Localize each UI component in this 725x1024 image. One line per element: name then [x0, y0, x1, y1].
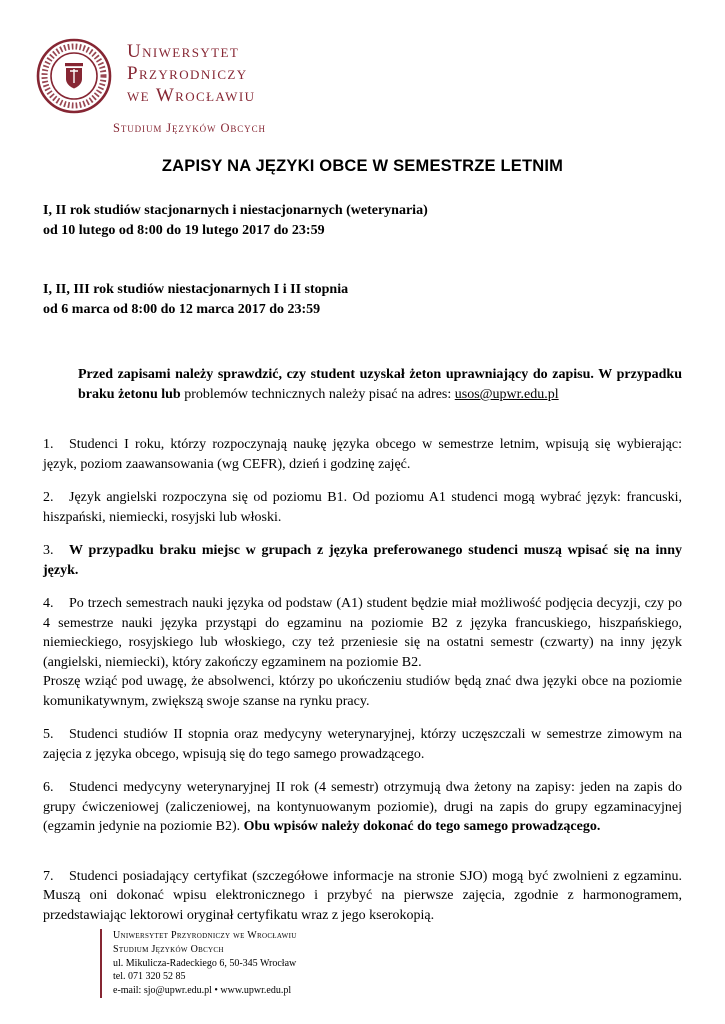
list-item-5-text: Studenci studiów II stopnia oraz medycyny weterynaryjnej, którzy uczęszczali w semestrze zimowym na zajęcia z języka obcego, wpisują się do tego samego prowadzącego.	[43, 727, 682, 762]
list-item-6	[43, 778, 682, 837]
document-header	[43, 38, 682, 136]
list-item-7-text: Studenci posiadający certyfikat (szczegółowe informacje na stronie SJO) mogą być zwolnieni z egzaminu. Muszą oni dokonać wpisu elektronicznego i przybyć na pierwsze zajęcia, zgodnie z harmonogramem, przedstawiając lektorowi oryginał certyfikatu wraz z jego kserokopią.	[43, 868, 682, 923]
token-notice-bold-text: Przed zapisami należy sprawdzić, czy student uzyskał żeton uprawniający do zapisu. W przypadku braku żetonu lub	[78, 367, 682, 402]
list-item-4-text2: Proszę wziąć pod uwagę, że absolwenci, którzy po ukończeniu studiów będą znać dwa języki obce na poziomie komunikatywnym, zwiększą swoje szanse na rynku pracy.	[43, 674, 682, 709]
university-name-line3: we Wrocławiu	[127, 85, 256, 106]
footer-university-name: Uniwersytet Przyrodniczy we Wrocławiu	[113, 930, 297, 941]
list-item-3-text: W przypadku braku miejsc w grupach z języka preferowanego studenci muszą wpisać się na inny język.	[43, 543, 682, 578]
list-item-1-number: 1.	[43, 437, 54, 452]
department-name: Studium Języków Obcych	[113, 121, 266, 135]
footer-phone: tel. 071 320 52 85	[113, 971, 186, 983]
list-item-2	[43, 488, 682, 527]
enrollment-schedule-1	[43, 201, 682, 240]
list-item-5-number: 5.	[43, 727, 54, 742]
usos-email-link[interactable]: usos@upwr.edu.pl	[454, 387, 559, 402]
footer-address: ul. Mikulicza-Radeckiego 6, 50-345 Wrocław	[113, 957, 297, 969]
list-item-7-number: 7.	[43, 868, 54, 884]
list-item-5	[43, 725, 682, 764]
list-item-7	[43, 867, 682, 926]
schedule-1-audience: I, II rok studiów stacjonarnych i niestacjonarnych (weterynaria)	[43, 203, 428, 218]
university-seal-icon	[36, 38, 112, 114]
university-name-line2: Przyrodniczy	[127, 63, 248, 84]
footer-email-web: e-mail: sjo@upwr.edu.pl • www.upwr.edu.pl	[113, 985, 292, 997]
list-item-6-number: 6.	[43, 780, 54, 795]
enrollment-schedule-2	[43, 280, 682, 319]
token-notice	[78, 365, 682, 405]
list-item-4	[43, 594, 682, 711]
token-notice-regular-text: problemów technicznych należy pisać na adres:	[184, 387, 455, 402]
list-item-2-text: Język angielski rozpoczyna się od poziomu B1. Od poziomu A1 studenci mogą wybrać język: francuski, hiszpański, niemiecki, rosyjski lub włoski.	[43, 490, 682, 525]
list-item-6-text: Studenci medycyny weterynaryjnej II rok (4 semestr) otrzymują dwa żetony na zapisy: jeden na zapis do grupy ćwiczeniowej (zaliczeniowej, na kontynuowanym poziomie), drugi na zapis do grupy egzaminacyjnej (egzamin jedynie na poziomie B2).	[43, 780, 682, 834]
page-title: ZAPISY NA JĘZYKI OBCE W SEMESTRZE LETNIM	[161, 157, 564, 175]
document-footer	[100, 929, 297, 998]
list-item-2-number: 2.	[43, 490, 54, 505]
list-item-3-number: 3.	[43, 543, 54, 558]
list-item-1	[43, 435, 682, 474]
schedule-2-audience: I, II, III rok studiów niestacjonarnych I i II stopnia	[43, 282, 349, 297]
list-item-6-text-bold: Obu wpisów należy dokonać do tego samego prowadzącego.	[243, 819, 601, 834]
list-item-3	[43, 541, 682, 580]
footer-department-name: Studium Języków Obcych	[113, 943, 224, 955]
list-item-4-number: 4.	[43, 596, 54, 611]
university-name	[127, 38, 255, 107]
university-name-line1: Uniwersytet	[127, 41, 240, 62]
schedule-1-dates: od 10 lutego od 8:00 do 19 lutego 2017 do 23:59	[43, 222, 325, 238]
schedule-2-dates: od 6 marca od 8:00 do 12 marca 2017 do 23:59	[43, 301, 321, 317]
rules-list	[43, 435, 682, 925]
list-item-4-text: Po trzech semestrach nauki języka od podstaw (A1) student będzie miał możliwość podjęcia decyzji, czy po 4 semestrze nauki języka przystąpi do egzaminu na poziomie B2 z języka francuskiego, hiszpańskiego, niemieckiego, rosyjskiego lub włoskiego, czy też przeniesie się na ostatni semestr (czwarty) na inny język (angielski, niemiecki), który zakończy egzaminem na poziomie B2.	[43, 596, 682, 670]
list-item-1-text: Studenci I roku, którzy rozpoczynają naukę języka obcego w semestrze letnim, wpisują się wybierając: język, poziom zaawansowania (wg CEFR), dzień i godzinę zajęć.	[43, 437, 682, 472]
